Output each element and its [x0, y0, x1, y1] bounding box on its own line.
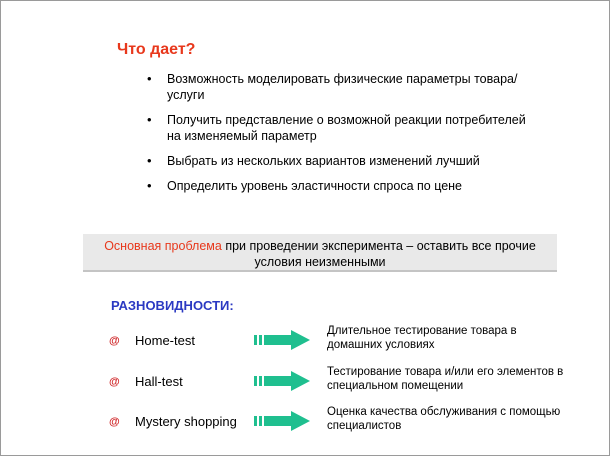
type-row-home-test: [1, 325, 609, 363]
type-row-hall-test: [1, 366, 609, 404]
list-item: [147, 153, 527, 169]
bullet-text: Получить представление о возможной реакции потребителей на изменяемый параметр: [167, 113, 526, 143]
arrow-right-icon: [254, 411, 312, 431]
types-heading: РАЗНОВИДНОСТИ:: [111, 298, 234, 313]
bullet-icon: •: [147, 178, 152, 193]
arrow-right-icon: [254, 330, 312, 350]
list-item: [147, 178, 527, 194]
type-description: Тестирование товара и/или его элементов в специальном помещении: [327, 366, 564, 392]
main-problem-banner: [83, 234, 557, 272]
arrow-right-icon: [254, 371, 312, 391]
bullet-text: Выбрать из нескольких вариантов изменений лучший: [167, 154, 480, 168]
type-name: Home-test: [135, 333, 195, 348]
type-name: Mystery shopping: [135, 414, 237, 429]
at-marker-icon: @: [109, 376, 120, 388]
list-item: [147, 112, 527, 144]
bullet-icon: •: [147, 71, 152, 86]
list-item: [147, 71, 527, 103]
banner-accent: Основная проблема: [104, 239, 222, 253]
bullet-icon: •: [147, 112, 152, 127]
bullet-icon: •: [147, 153, 152, 168]
banner-text: при проведении эксперимента – оставить все прочие условия неизменными: [221, 239, 536, 269]
type-name: Hall-test: [135, 374, 183, 389]
type-row-mystery-shopping: [1, 406, 609, 444]
benefits-list: [147, 71, 527, 203]
bullet-text: Возможность моделировать физические параметры товара/ услуги: [167, 72, 518, 102]
at-marker-icon: @: [109, 335, 120, 347]
bullet-text: Определить уровень эластичности спроса по цене: [167, 179, 463, 193]
slide-title: Что дает?: [117, 41, 196, 58]
at-marker-icon: @: [109, 416, 120, 428]
type-description: Оценка качества обслуживания с помощью специалистов: [327, 406, 561, 432]
type-description: Длительное тестирование товара в домашних условиях: [327, 325, 517, 351]
